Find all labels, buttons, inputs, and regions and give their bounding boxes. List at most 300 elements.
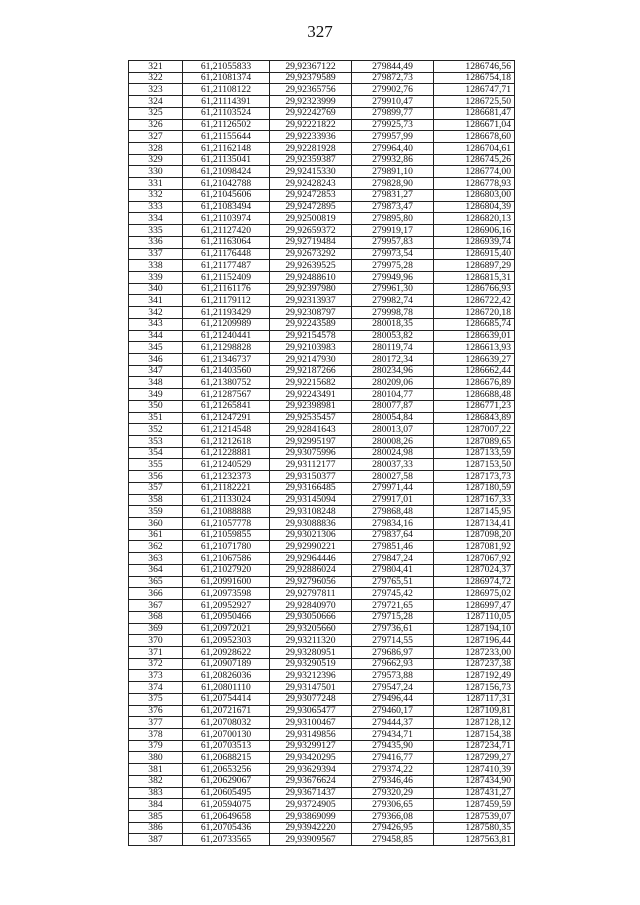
longitude-cell: 29,92365756: [270, 84, 352, 96]
y-coordinate-cell: 1286745,26: [434, 154, 515, 166]
latitude-cell: 61,21247291: [183, 412, 270, 424]
latitude-cell: 61,21403560: [183, 365, 270, 377]
latitude-cell: 61,21182221: [183, 482, 270, 494]
latitude-cell: 61,21083494: [183, 201, 270, 213]
table-row: [129, 482, 515, 494]
point-number-cell: 375: [129, 693, 183, 705]
x-coordinate-cell: 279932,86: [352, 154, 434, 166]
coordinates-table: [128, 60, 515, 846]
point-number-cell: 341: [129, 295, 183, 307]
x-coordinate-cell: 279973,54: [352, 248, 434, 260]
latitude-cell: 61,21155644: [183, 131, 270, 143]
latitude-cell: 61,20629067: [183, 775, 270, 787]
point-number-cell: 361: [129, 529, 183, 541]
x-coordinate-cell: 279957,99: [352, 131, 434, 143]
longitude-cell: 29,93150377: [270, 471, 352, 483]
y-coordinate-cell: 1286676,89: [434, 377, 515, 389]
point-number-cell: 344: [129, 330, 183, 342]
x-coordinate-cell: 279686,97: [352, 646, 434, 658]
point-number-cell: 384: [129, 799, 183, 811]
point-number-cell: 372: [129, 658, 183, 670]
point-number-cell: 368: [129, 611, 183, 623]
table-row: [129, 576, 515, 588]
table-row: [129, 318, 515, 330]
point-number-cell: 336: [129, 236, 183, 248]
x-coordinate-cell: 279434,71: [352, 728, 434, 740]
x-coordinate-cell: 279416,77: [352, 752, 434, 764]
table-row: [129, 72, 515, 84]
y-coordinate-cell: 1286766,93: [434, 283, 515, 295]
longitude-cell: 29,93212396: [270, 670, 352, 682]
longitude-cell: 29,93021306: [270, 529, 352, 541]
y-coordinate-cell: 1287237,38: [434, 658, 515, 670]
latitude-cell: 61,20594075: [183, 799, 270, 811]
y-coordinate-cell: 1286681,47: [434, 107, 515, 119]
x-coordinate-cell: 279745,42: [352, 588, 434, 600]
table-row: [129, 811, 515, 823]
latitude-cell: 61,21240441: [183, 330, 270, 342]
latitude-cell: 61,20754414: [183, 693, 270, 705]
x-coordinate-cell: 279460,17: [352, 705, 434, 717]
table-row: [129, 143, 515, 155]
y-coordinate-cell: 1287234,71: [434, 740, 515, 752]
x-coordinate-cell: 279917,01: [352, 494, 434, 506]
table-row: [129, 424, 515, 436]
latitude-cell: 61,21088888: [183, 506, 270, 518]
table-row: [129, 635, 515, 647]
point-number-cell: 346: [129, 353, 183, 365]
table-row: [129, 307, 515, 319]
table-row: [129, 529, 515, 541]
y-coordinate-cell: 1286746,56: [434, 61, 515, 73]
x-coordinate-cell: 280119,74: [352, 342, 434, 354]
table-row: [129, 389, 515, 401]
longitude-cell: 29,92796056: [270, 576, 352, 588]
latitude-cell: 61,20973598: [183, 588, 270, 600]
x-coordinate-cell: 279844,49: [352, 61, 434, 73]
longitude-cell: 29,92147930: [270, 353, 352, 365]
latitude-cell: 61,21287567: [183, 389, 270, 401]
table-row: [129, 553, 515, 565]
longitude-cell: 29,92243589: [270, 318, 352, 330]
x-coordinate-cell: 279949,96: [352, 271, 434, 283]
latitude-cell: 61,21193429: [183, 307, 270, 319]
x-coordinate-cell: 279895,80: [352, 213, 434, 225]
x-coordinate-cell: 279828,90: [352, 178, 434, 190]
x-coordinate-cell: 279971,44: [352, 482, 434, 494]
table-row: [129, 717, 515, 729]
longitude-cell: 29,93145094: [270, 494, 352, 506]
point-number-cell: 363: [129, 553, 183, 565]
x-coordinate-cell: 280024,98: [352, 447, 434, 459]
point-number-cell: 369: [129, 623, 183, 635]
longitude-cell: 29,93942220: [270, 822, 352, 834]
table-row: [129, 377, 515, 389]
y-coordinate-cell: 1287180,59: [434, 482, 515, 494]
point-number-cell: 343: [129, 318, 183, 330]
x-coordinate-cell: 279306,65: [352, 799, 434, 811]
point-number-cell: 380: [129, 752, 183, 764]
table-row: [129, 96, 515, 108]
point-number-cell: 378: [129, 728, 183, 740]
x-coordinate-cell: 279736,61: [352, 623, 434, 635]
x-coordinate-cell: 279804,41: [352, 564, 434, 576]
point-number-cell: 352: [129, 424, 183, 436]
latitude-cell: 61,21045606: [183, 189, 270, 201]
table-row: [129, 365, 515, 377]
y-coordinate-cell: 1286975,02: [434, 588, 515, 600]
x-coordinate-cell: 279374,22: [352, 764, 434, 776]
x-coordinate-cell: 279547,24: [352, 682, 434, 694]
x-coordinate-cell: 279961,30: [352, 283, 434, 295]
point-number-cell: 338: [129, 260, 183, 272]
latitude-cell: 61,20605495: [183, 787, 270, 799]
longitude-cell: 29,92995197: [270, 436, 352, 448]
longitude-cell: 29,93149856: [270, 728, 352, 740]
table-row: [129, 705, 515, 717]
longitude-cell: 29,93299127: [270, 740, 352, 752]
table-row: [129, 342, 515, 354]
latitude-cell: 61,20826036: [183, 670, 270, 682]
table-row: [129, 670, 515, 682]
point-number-cell: 379: [129, 740, 183, 752]
longitude-cell: 29,92187266: [270, 365, 352, 377]
table-row: [129, 154, 515, 166]
table-row: [129, 178, 515, 190]
longitude-cell: 29,92281928: [270, 143, 352, 155]
table-row: [129, 225, 515, 237]
longitude-cell: 29,92673292: [270, 248, 352, 260]
y-coordinate-cell: 1286685,74: [434, 318, 515, 330]
latitude-cell: 61,20950466: [183, 611, 270, 623]
x-coordinate-cell: 280054,84: [352, 412, 434, 424]
longitude-cell: 29,92243491: [270, 389, 352, 401]
longitude-cell: 29,93166485: [270, 482, 352, 494]
point-number-cell: 349: [129, 389, 183, 401]
point-number-cell: 330: [129, 166, 183, 178]
x-coordinate-cell: 279902,76: [352, 84, 434, 96]
latitude-cell: 61,21059855: [183, 529, 270, 541]
y-coordinate-cell: 1286820,13: [434, 213, 515, 225]
table-row: [129, 412, 515, 424]
y-coordinate-cell: 1287431,27: [434, 787, 515, 799]
latitude-cell: 61,20688215: [183, 752, 270, 764]
longitude-cell: 29,92103983: [270, 342, 352, 354]
point-number-cell: 356: [129, 471, 183, 483]
page-number: 327: [307, 22, 333, 41]
table-row: [129, 61, 515, 73]
longitude-cell: 29,92659372: [270, 225, 352, 237]
longitude-cell: 29,92472853: [270, 189, 352, 201]
table-row: [129, 330, 515, 342]
point-number-cell: 362: [129, 541, 183, 553]
latitude-cell: 61,20700130: [183, 728, 270, 740]
point-number-cell: 351: [129, 412, 183, 424]
y-coordinate-cell: 1287196,44: [434, 635, 515, 647]
latitude-cell: 61,21133024: [183, 494, 270, 506]
x-coordinate-cell: 279435,90: [352, 740, 434, 752]
longitude-cell: 29,93077248: [270, 693, 352, 705]
point-number-cell: 342: [129, 307, 183, 319]
point-number-cell: 370: [129, 635, 183, 647]
latitude-cell: 61,21240529: [183, 459, 270, 471]
point-number-cell: 374: [129, 682, 183, 694]
longitude-cell: 29,93147501: [270, 682, 352, 694]
y-coordinate-cell: 1287133,59: [434, 447, 515, 459]
longitude-cell: 29,93050666: [270, 611, 352, 623]
point-number-cell: 355: [129, 459, 183, 471]
table-row: [129, 107, 515, 119]
point-number-cell: 322: [129, 72, 183, 84]
point-number-cell: 324: [129, 96, 183, 108]
y-coordinate-cell: 1287089,65: [434, 436, 515, 448]
latitude-cell: 61,20972021: [183, 623, 270, 635]
x-coordinate-cell: 279573,88: [352, 670, 434, 682]
table-row: [129, 353, 515, 365]
x-coordinate-cell: 279765,51: [352, 576, 434, 588]
table-row: [129, 752, 515, 764]
point-number-cell: 381: [129, 764, 183, 776]
point-number-cell: 329: [129, 154, 183, 166]
table-row: [129, 646, 515, 658]
latitude-cell: 61,21057778: [183, 518, 270, 530]
y-coordinate-cell: 1286720,18: [434, 307, 515, 319]
point-number-cell: 366: [129, 588, 183, 600]
point-number-cell: 334: [129, 213, 183, 225]
longitude-cell: 29,93280951: [270, 646, 352, 658]
longitude-cell: 29,92886024: [270, 564, 352, 576]
x-coordinate-cell: 280053,82: [352, 330, 434, 342]
table-row: [129, 471, 515, 483]
table-row: [129, 740, 515, 752]
latitude-cell: 61,21212618: [183, 436, 270, 448]
table-row: [129, 189, 515, 201]
latitude-cell: 61,21176448: [183, 248, 270, 260]
table-row: [129, 600, 515, 612]
x-coordinate-cell: 279868,48: [352, 506, 434, 518]
y-coordinate-cell: 1287081,92: [434, 541, 515, 553]
y-coordinate-cell: 1286778,93: [434, 178, 515, 190]
x-coordinate-cell: 280027,58: [352, 471, 434, 483]
latitude-cell: 61,21152409: [183, 271, 270, 283]
y-coordinate-cell: 1287173,73: [434, 471, 515, 483]
y-coordinate-cell: 1287156,73: [434, 682, 515, 694]
longitude-cell: 29,93629394: [270, 764, 352, 776]
y-coordinate-cell: 1287067,92: [434, 553, 515, 565]
point-number-cell: 340: [129, 283, 183, 295]
latitude-cell: 61,20952927: [183, 600, 270, 612]
longitude-cell: 29,92841643: [270, 424, 352, 436]
y-coordinate-cell: 1286678,60: [434, 131, 515, 143]
table-row: [129, 822, 515, 834]
point-number-cell: 360: [129, 518, 183, 530]
y-coordinate-cell: 1287434,90: [434, 775, 515, 787]
longitude-cell: 29,93676624: [270, 775, 352, 787]
table-row: [129, 787, 515, 799]
x-coordinate-cell: 280013,07: [352, 424, 434, 436]
x-coordinate-cell: 279957,83: [352, 236, 434, 248]
latitude-cell: 61,20653256: [183, 764, 270, 776]
y-coordinate-cell: 1286671,04: [434, 119, 515, 131]
point-number-cell: 376: [129, 705, 183, 717]
table-row: [129, 436, 515, 448]
y-coordinate-cell: 1286803,00: [434, 189, 515, 201]
y-coordinate-cell: 1287134,41: [434, 518, 515, 530]
point-number-cell: 321: [129, 61, 183, 73]
longitude-cell: 29,92397980: [270, 283, 352, 295]
y-coordinate-cell: 1286915,40: [434, 248, 515, 260]
y-coordinate-cell: 1286613,93: [434, 342, 515, 354]
point-number-cell: 327: [129, 131, 183, 143]
point-number-cell: 331: [129, 178, 183, 190]
table-row: [129, 84, 515, 96]
y-coordinate-cell: 1287145,95: [434, 506, 515, 518]
longitude-cell: 29,92215682: [270, 377, 352, 389]
latitude-cell: 61,20708032: [183, 717, 270, 729]
x-coordinate-cell: 280018,35: [352, 318, 434, 330]
x-coordinate-cell: 280172,34: [352, 353, 434, 365]
x-coordinate-cell: 280209,06: [352, 377, 434, 389]
table-row: [129, 682, 515, 694]
table-row: [129, 248, 515, 260]
x-coordinate-cell: 279899,77: [352, 107, 434, 119]
latitude-cell: 61,21126502: [183, 119, 270, 131]
table-row: [129, 271, 515, 283]
latitude-cell: 61,21214548: [183, 424, 270, 436]
point-number-cell: 353: [129, 436, 183, 448]
longitude-cell: 29,93205660: [270, 623, 352, 635]
longitude-cell: 29,92535457: [270, 412, 352, 424]
point-number-cell: 339: [129, 271, 183, 283]
y-coordinate-cell: 1286974,72: [434, 576, 515, 588]
longitude-cell: 29,92415330: [270, 166, 352, 178]
x-coordinate-cell: 279320,29: [352, 787, 434, 799]
point-number-cell: 328: [129, 143, 183, 155]
point-number-cell: 323: [129, 84, 183, 96]
longitude-cell: 29,92639525: [270, 260, 352, 272]
y-coordinate-cell: 1287154,38: [434, 728, 515, 740]
table-row: [129, 400, 515, 412]
x-coordinate-cell: 279366,08: [352, 811, 434, 823]
latitude-cell: 61,21179112: [183, 295, 270, 307]
y-coordinate-cell: 1286897,29: [434, 260, 515, 272]
table-row: [129, 588, 515, 600]
x-coordinate-cell: 279831,27: [352, 189, 434, 201]
longitude-cell: 29,92472895: [270, 201, 352, 213]
longitude-cell: 29,93290519: [270, 658, 352, 670]
y-coordinate-cell: 1287110,05: [434, 611, 515, 623]
longitude-cell: 29,92719484: [270, 236, 352, 248]
point-number-cell: 350: [129, 400, 183, 412]
latitude-cell: 61,21162148: [183, 143, 270, 155]
y-coordinate-cell: 1286722,42: [434, 295, 515, 307]
x-coordinate-cell: 279721,65: [352, 600, 434, 612]
x-coordinate-cell: 279975,28: [352, 260, 434, 272]
y-coordinate-cell: 1286815,31: [434, 271, 515, 283]
longitude-cell: 29,93211320: [270, 635, 352, 647]
point-number-cell: 367: [129, 600, 183, 612]
point-number-cell: 345: [129, 342, 183, 354]
table-row: [129, 131, 515, 143]
longitude-cell: 29,92221822: [270, 119, 352, 131]
y-coordinate-cell: 1287192,49: [434, 670, 515, 682]
latitude-cell: 61,21163064: [183, 236, 270, 248]
latitude-cell: 61,21127420: [183, 225, 270, 237]
x-coordinate-cell: 279496,44: [352, 693, 434, 705]
x-coordinate-cell: 279964,40: [352, 143, 434, 155]
y-coordinate-cell: 1287539,07: [434, 811, 515, 823]
y-coordinate-cell: 1287459,59: [434, 799, 515, 811]
x-coordinate-cell: 279346,46: [352, 775, 434, 787]
latitude-cell: 61,20705436: [183, 822, 270, 834]
table-row: [129, 213, 515, 225]
point-number-cell: 359: [129, 506, 183, 518]
x-coordinate-cell: 279982,74: [352, 295, 434, 307]
latitude-cell: 61,20801110: [183, 682, 270, 694]
point-number-cell: 371: [129, 646, 183, 658]
x-coordinate-cell: 279872,73: [352, 72, 434, 84]
x-coordinate-cell: 279919,17: [352, 225, 434, 237]
y-coordinate-cell: 1286725,50: [434, 96, 515, 108]
y-coordinate-cell: 1286639,01: [434, 330, 515, 342]
longitude-cell: 29,92233936: [270, 131, 352, 143]
latitude-cell: 61,21380752: [183, 377, 270, 389]
point-number-cell: 347: [129, 365, 183, 377]
table-row: [129, 775, 515, 787]
latitude-cell: 61,20703513: [183, 740, 270, 752]
latitude-cell: 61,20907189: [183, 658, 270, 670]
point-number-cell: 337: [129, 248, 183, 260]
latitude-cell: 61,21027920: [183, 564, 270, 576]
point-number-cell: 386: [129, 822, 183, 834]
latitude-cell: 61,21042788: [183, 178, 270, 190]
x-coordinate-cell: 279458,85: [352, 834, 434, 846]
y-coordinate-cell: 1286771,23: [434, 400, 515, 412]
latitude-cell: 61,21108122: [183, 84, 270, 96]
y-coordinate-cell: 1286704,61: [434, 143, 515, 155]
x-coordinate-cell: 279834,16: [352, 518, 434, 530]
longitude-cell: 29,93112177: [270, 459, 352, 471]
y-coordinate-cell: 1287563,81: [434, 834, 515, 846]
longitude-cell: 29,93869099: [270, 811, 352, 823]
latitude-cell: 61,21346737: [183, 353, 270, 365]
point-number-cell: 332: [129, 189, 183, 201]
longitude-cell: 29,92379589: [270, 72, 352, 84]
x-coordinate-cell: 279847,24: [352, 553, 434, 565]
x-coordinate-cell: 279998,78: [352, 307, 434, 319]
table-row: [129, 166, 515, 178]
point-number-cell: 383: [129, 787, 183, 799]
x-coordinate-cell: 280234,96: [352, 365, 434, 377]
latitude-cell: 61,20952303: [183, 635, 270, 647]
y-coordinate-cell: 1287117,31: [434, 693, 515, 705]
longitude-cell: 29,92323999: [270, 96, 352, 108]
latitude-cell: 61,21228881: [183, 447, 270, 459]
x-coordinate-cell: 279837,64: [352, 529, 434, 541]
latitude-cell: 61,21177487: [183, 260, 270, 272]
point-number-cell: 325: [129, 107, 183, 119]
table-row: [129, 295, 515, 307]
table-row: [129, 459, 515, 471]
longitude-cell: 29,93088836: [270, 518, 352, 530]
table-row: [129, 564, 515, 576]
y-coordinate-cell: 1286774,00: [434, 166, 515, 178]
table-row: [129, 201, 515, 213]
latitude-cell: 61,21265841: [183, 400, 270, 412]
y-coordinate-cell: 1287233,00: [434, 646, 515, 658]
table-row: [129, 799, 515, 811]
y-coordinate-cell: 1286997,47: [434, 600, 515, 612]
